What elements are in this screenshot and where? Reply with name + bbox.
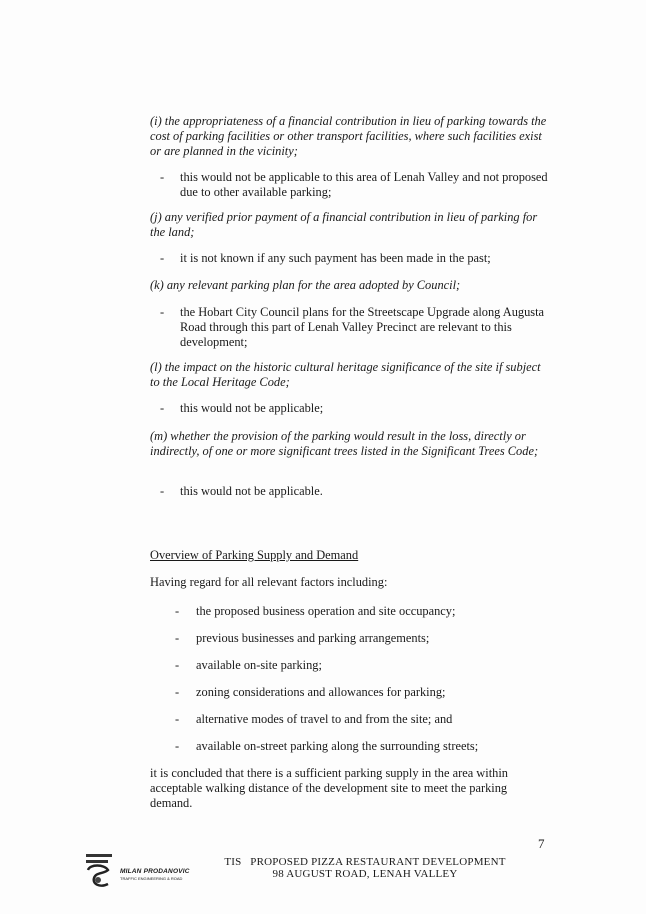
page-footer bbox=[215, 856, 515, 880]
bullet-dash: - bbox=[160, 170, 165, 184]
response-k bbox=[160, 305, 550, 350]
response-j bbox=[160, 251, 550, 266]
bullet-dash: - bbox=[175, 712, 180, 726]
response-j-text: it is not known if any such payment has been made in the past; bbox=[180, 251, 491, 265]
factor-text: available on-site parking; bbox=[196, 658, 322, 672]
factor-item bbox=[175, 604, 545, 619]
criterion-k: (k) any relevant parking plan for the area adopted by Council; bbox=[150, 278, 461, 292]
bullet-dash: - bbox=[175, 739, 180, 753]
factor-text: the proposed business operation and site occupancy; bbox=[196, 604, 456, 618]
factor-item bbox=[175, 685, 545, 700]
factor-text: zoning considerations and allowances for parking; bbox=[196, 685, 446, 699]
logo-tagline: TRAFFIC ENGINEERING & ROAD bbox=[120, 876, 183, 881]
bullet-dash: - bbox=[175, 604, 180, 618]
factor-item bbox=[175, 712, 545, 727]
factor-text: available on-street parking along the surrounding streets; bbox=[196, 739, 479, 753]
factor-item bbox=[175, 658, 545, 673]
response-l bbox=[160, 401, 550, 416]
criterion-i: (i) the appropriateness of a financial contribution in lieu of parking towards the cost of parking facilities or other transport facilities, where such facilities exist or are planned in the vicinity; bbox=[150, 114, 547, 158]
response-l-text: this would not be applicable; bbox=[180, 401, 324, 415]
factor-text: alternative modes of travel to and from the site; and bbox=[196, 712, 453, 726]
bullet-dash: - bbox=[160, 305, 165, 319]
factor-item bbox=[175, 631, 545, 646]
logo-name: MILAN PRODANOVIC bbox=[120, 868, 190, 875]
logo-mark-icon bbox=[84, 852, 124, 892]
criterion-m: (m) whether the provision of the parking would result in the loss, directly or indirectly, of one or more significant trees listed in the Significant Trees Code; bbox=[150, 429, 539, 458]
bullet-dash: - bbox=[160, 401, 165, 415]
page-number: 7 bbox=[538, 836, 545, 851]
bullet-dash: - bbox=[160, 484, 165, 498]
bullet-dash: - bbox=[175, 658, 180, 672]
bullet-dash: - bbox=[160, 251, 165, 265]
bullet-dash: - bbox=[175, 631, 180, 645]
response-m-text: this would not be applicable. bbox=[180, 484, 323, 498]
factor-item bbox=[175, 739, 545, 754]
overview-conclusion: it is concluded that there is a sufficient parking supply in the area within acceptable walking distance of the development site to meet the parking demand. bbox=[150, 766, 508, 810]
response-k-text: the Hobart City Council plans for the Streetscape Upgrade along Augusta Road through this part of Lenah Valley Precinct are relevant to this development; bbox=[180, 305, 545, 349]
response-i-text: this would not be applicable to this area of Lenah Valley and not proposed due to other available parking; bbox=[180, 170, 548, 199]
footer-line-1: TIS PROPOSED PIZZA RESTAURANT DEVELOPMENT bbox=[224, 856, 506, 868]
response-i bbox=[160, 170, 550, 200]
footer-line-2: 98 AUGUST ROAD, LENAH VALLEY bbox=[272, 868, 458, 880]
factor-text: previous businesses and parking arrangements; bbox=[196, 631, 430, 645]
response-m bbox=[160, 484, 550, 499]
bullet-dash: - bbox=[175, 685, 180, 699]
section-heading: Overview of Parking Supply and Demand bbox=[150, 548, 359, 562]
company-logo bbox=[84, 852, 204, 892]
criterion-l: (l) the impact on the historic cultural heritage significance of the site if subject to the Local Heritage Code; bbox=[150, 360, 541, 389]
overview-intro: Having regard for all relevant factors including: bbox=[150, 575, 388, 589]
criterion-j: (j) any verified prior payment of a financial contribution in lieu of parking for the land; bbox=[150, 210, 538, 239]
